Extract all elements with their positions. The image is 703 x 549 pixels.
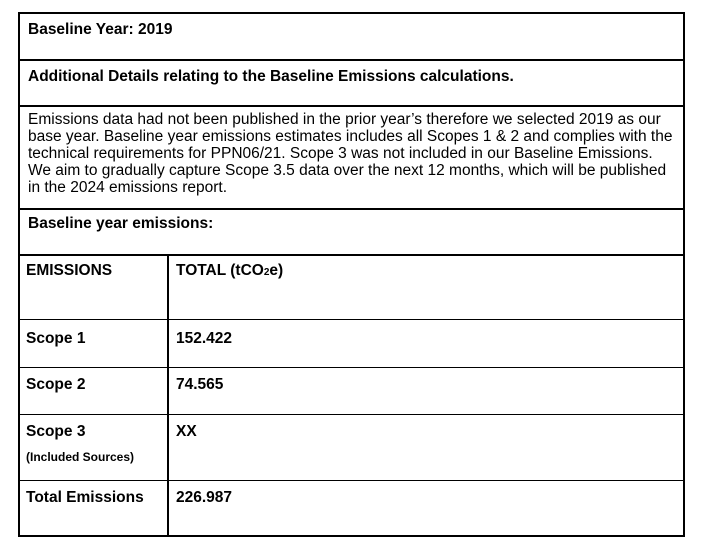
scope-1-label: Scope 1 bbox=[26, 330, 86, 347]
baseline-year-row bbox=[18, 12, 685, 60]
paragraph-line: base year. Baseline year emissions estimates includes all Scopes 1 & 2 and complies with the bbox=[28, 128, 673, 145]
total-emissions-label: Total Emissions bbox=[26, 489, 144, 506]
baseline-year-label: Baseline Year: 2019 bbox=[28, 21, 173, 38]
scope-3-label: Scope 3 bbox=[26, 423, 86, 440]
total-column-header: TOTAL (tCO2e) bbox=[176, 262, 284, 279]
table-row-divider bbox=[18, 414, 685, 415]
paragraph-line: We aim to gradually capture Scope 3.5 data over the next 12 months, which will be published bbox=[28, 162, 667, 179]
scope-3-value: XX bbox=[176, 423, 197, 440]
table-row-divider bbox=[18, 480, 685, 481]
table-row-divider bbox=[18, 319, 685, 320]
scope-2-value: 74.565 bbox=[176, 376, 224, 393]
baseline-emissions-document bbox=[18, 12, 685, 537]
scope-1-value: 152.422 bbox=[176, 330, 233, 347]
emissions-column-header: EMISSIONS bbox=[26, 262, 113, 279]
paragraph-line: technical requirements for PPN06/21. Scope 3 was not included in our Baseline Emissions. bbox=[28, 145, 653, 162]
paragraph-line: Emissions data had not been published in the prior year’s therefore we selected 2019 as our bbox=[28, 111, 661, 128]
column-divider bbox=[167, 254, 169, 537]
baseline-emissions-heading: Baseline year emissions: bbox=[28, 215, 214, 232]
table-row-divider bbox=[18, 367, 685, 368]
baseline-emissions-heading-row bbox=[18, 208, 685, 255]
scope-3-sublabel: (Included Sources) bbox=[26, 450, 135, 464]
paragraph-line: in the 2024 emissions report. bbox=[28, 179, 228, 196]
details-paragraph bbox=[18, 105, 685, 209]
total-emissions-value: 226.987 bbox=[176, 489, 233, 506]
additional-details-row bbox=[18, 59, 685, 106]
additional-details-heading: Additional Details relating to the Baseline Emissions calculations. bbox=[28, 68, 514, 85]
bottom-border bbox=[18, 535, 685, 537]
scope-2-label: Scope 2 bbox=[26, 376, 86, 393]
